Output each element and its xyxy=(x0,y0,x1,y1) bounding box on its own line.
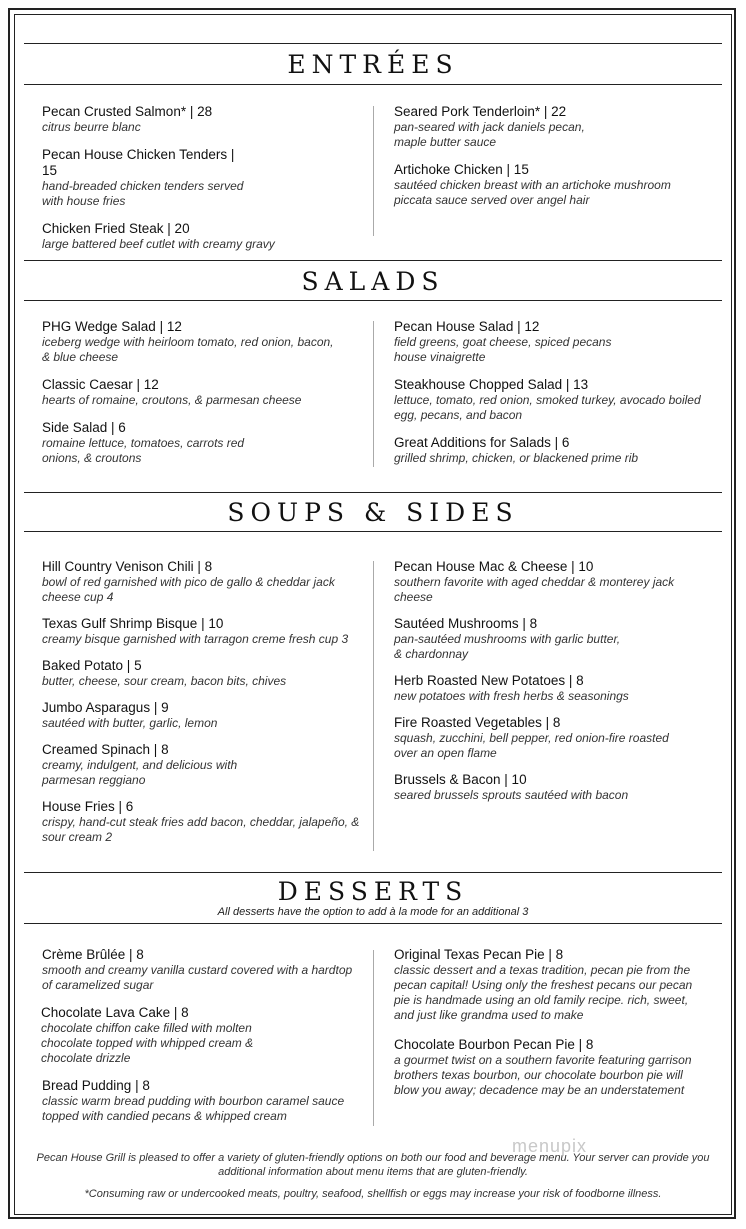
section-header-entrees xyxy=(24,43,722,85)
item-name: PHG Wedge Salad | 12 xyxy=(42,319,182,334)
item-name: Brussels & Bacon | 10 xyxy=(394,772,527,787)
item-name: Great Additions for Salads | 6 xyxy=(394,435,570,450)
item-name: Fire Roasted Vegetables | 8 xyxy=(394,715,561,730)
gluten-notice: Pecan House Grill is pleased to offer a variety of gluten-friendly options on both our food and beverage menu. Your server can provide you additional information about menu items that are gluten-friendly. xyxy=(36,1152,710,1178)
menu-item xyxy=(394,319,644,365)
menu-item xyxy=(42,221,362,252)
menu-item xyxy=(42,616,360,647)
item-description: pan-sautéed mushrooms with garlic butter, & chardonnay xyxy=(394,632,621,661)
salads-right-column xyxy=(394,319,709,478)
section-header-salads xyxy=(24,260,722,301)
item-name: Baked Potato | 5 xyxy=(42,658,142,673)
foodborne-warning: *Consuming raw or undercooked meats, poultry, seafood, shellfish or eggs may increase your risk of foodborne illness. xyxy=(84,1188,662,1200)
item-description: seared brussels sprouts sautéed with bacon xyxy=(394,788,629,802)
section-subtitle: All desserts have the option to add à la mode for an additional 3 xyxy=(217,906,529,918)
item-name: Side Salad | 6 xyxy=(42,420,126,435)
menu-item xyxy=(42,420,262,466)
item-description: squash, zucchini, bell pepper, red onion-fire roasted over an open flame xyxy=(394,731,669,760)
item-name: Original Texas Pecan Pie | 8 xyxy=(394,947,564,962)
item-name: Artichoke Chicken | 15 xyxy=(394,162,529,177)
item-description: lettuce, tomato, red onion, smoked turkey, avocado boiled egg, pecans, and bacon xyxy=(394,393,701,422)
item-name: Bread Pudding | 8 xyxy=(42,1078,150,1093)
menu-item xyxy=(42,799,360,845)
item-name: Pecan House Mac & Cheese | 10 xyxy=(394,559,594,574)
menu-item xyxy=(42,700,360,731)
item-description: new potatoes with fresh herbs & seasonings xyxy=(394,689,629,703)
item-description: classic dessert and a texas tradition, pecan pie from the pecan capital! Using only the freshest pecans our pecan pie is handmade using an old family recipe. rich, sweet, and just like grandma used to make xyxy=(394,963,693,1022)
item-name: Texas Gulf Shrimp Bisque | 10 xyxy=(42,616,224,631)
column-divider xyxy=(373,950,374,1126)
desserts-right-column xyxy=(394,947,706,1110)
entrees-left-column xyxy=(42,104,362,264)
column-divider xyxy=(373,321,374,467)
item-description: romaine lettuce, tomatoes, carrots red onions, & croutons xyxy=(42,436,245,465)
menu-item xyxy=(42,742,282,788)
item-description: large battered beef cutlet with creamy gravy xyxy=(42,237,275,251)
item-description: pan-seared with jack daniels pecan, maple butter sauce xyxy=(394,120,585,149)
item-name: Crème Brûlée | 8 xyxy=(42,947,144,962)
item-description: citrus beurre blanc xyxy=(42,120,141,134)
menu-item xyxy=(394,616,624,662)
salads-left-column xyxy=(42,319,342,478)
menu-item xyxy=(42,377,342,408)
item-name: Herb Roasted New Potatoes | 8 xyxy=(394,673,584,688)
menu-item xyxy=(41,1005,303,1066)
item-name: Pecan House Chicken Tenders | 15 xyxy=(42,147,235,178)
menu-item xyxy=(394,559,694,605)
item-name: Pecan Crusted Salmon* | 28 xyxy=(42,104,213,119)
soups-left-column xyxy=(42,559,360,856)
item-description: hearts of romaine, croutons, & parmesan cheese xyxy=(42,393,302,407)
menu-item xyxy=(394,435,709,466)
menu-item xyxy=(394,772,694,803)
item-description: hand-breaded chicken tenders served with house fries xyxy=(42,179,244,208)
item-description: crispy, hand-cut steak fries add bacon, cheddar, jalapeño, & sour cream 2 xyxy=(42,815,360,844)
section-title: DESSERTS xyxy=(277,877,469,906)
item-description: creamy, indulgent, and delicious with parmesan reggiano xyxy=(42,758,238,787)
item-name: House Fries | 6 xyxy=(42,799,134,814)
menu-item xyxy=(42,947,364,993)
menu-item xyxy=(42,319,342,365)
column-divider xyxy=(373,106,374,236)
item-name: Jumbo Asparagus | 9 xyxy=(42,700,169,715)
menu-item xyxy=(394,947,706,1023)
item-description: sautéed with butter, garlic, lemon xyxy=(42,716,218,730)
item-description: bowl of red garnished with pico de gallo & cheddar jack cheese cup 4 xyxy=(42,575,335,604)
item-name: Seared Pork Tenderloin* | 22 xyxy=(394,104,567,119)
item-name: Hill Country Venison Chili | 8 xyxy=(42,559,213,574)
item-description: butter, cheese, sour cream, bacon bits, chives xyxy=(42,674,287,688)
section-header-soups-sides xyxy=(24,492,722,532)
menu-item xyxy=(394,104,614,150)
section-header-desserts xyxy=(24,872,722,924)
item-name: Chocolate Lava Cake | 8 xyxy=(41,1005,189,1020)
column-divider xyxy=(373,561,374,851)
menu-item xyxy=(42,559,360,605)
watermark-logo: menupix xyxy=(512,1136,588,1156)
section-title: SOUPS & SIDES xyxy=(227,498,519,527)
item-name: Chocolate Bourbon Pecan Pie | 8 xyxy=(394,1037,594,1052)
menu-item xyxy=(394,377,709,423)
item-name: Pecan House Salad | 12 xyxy=(394,319,540,334)
menu-item xyxy=(42,658,360,689)
menu-item xyxy=(394,715,694,761)
item-description: creamy bisque garnished with tarragon creme fresh cup 3 xyxy=(42,632,349,646)
item-description: grilled shrimp, chicken, or blackened prime rib xyxy=(394,451,639,465)
menu-item xyxy=(394,1037,706,1098)
item-description: sautéed chicken breast with an artichoke mushroom piccata sauce served over angel hair xyxy=(394,178,671,207)
item-description: a gourmet twist on a southern favorite featuring garrison brothers texas bourbon, our chocolate bourbon pie will blow you away; decadence may be an understatement xyxy=(394,1053,692,1097)
menu-item xyxy=(42,1078,364,1124)
menu-item xyxy=(42,104,362,135)
section-title: ENTRÉES xyxy=(287,50,459,79)
item-name: Steakhouse Chopped Salad | 13 xyxy=(394,377,589,392)
entrees-right-column xyxy=(394,104,694,220)
item-description: chocolate chiffon cake filled with molten chocolate topped with whipped cream & chocolate drizzle xyxy=(41,1021,254,1065)
item-description: smooth and creamy vanilla custard covered with a hardtop of caramelized sugar xyxy=(42,963,353,992)
section-title: SALADS xyxy=(301,267,445,296)
soups-right-column xyxy=(394,559,694,814)
item-description: field greens, goat cheese, spiced pecans house vinaigrette xyxy=(394,335,612,364)
item-description: iceberg wedge with heirloom tomato, red onion, bacon, & blue cheese xyxy=(42,335,334,364)
desserts-left-column xyxy=(42,947,364,1136)
menu-item xyxy=(42,147,252,209)
item-name: Sautéed Mushrooms | 8 xyxy=(394,616,538,631)
item-description: classic warm bread pudding with bourbon caramel sauce topped with candied pecans & whipped cream xyxy=(42,1094,345,1123)
item-name: Chicken Fried Steak | 20 xyxy=(42,221,190,236)
item-name: Classic Caesar | 12 xyxy=(42,377,159,392)
item-name: Creamed Spinach | 8 xyxy=(42,742,169,757)
item-description: southern favorite with aged cheddar & monterey jack cheese xyxy=(394,575,675,604)
menu-item xyxy=(394,162,694,208)
menu-item xyxy=(394,673,694,704)
